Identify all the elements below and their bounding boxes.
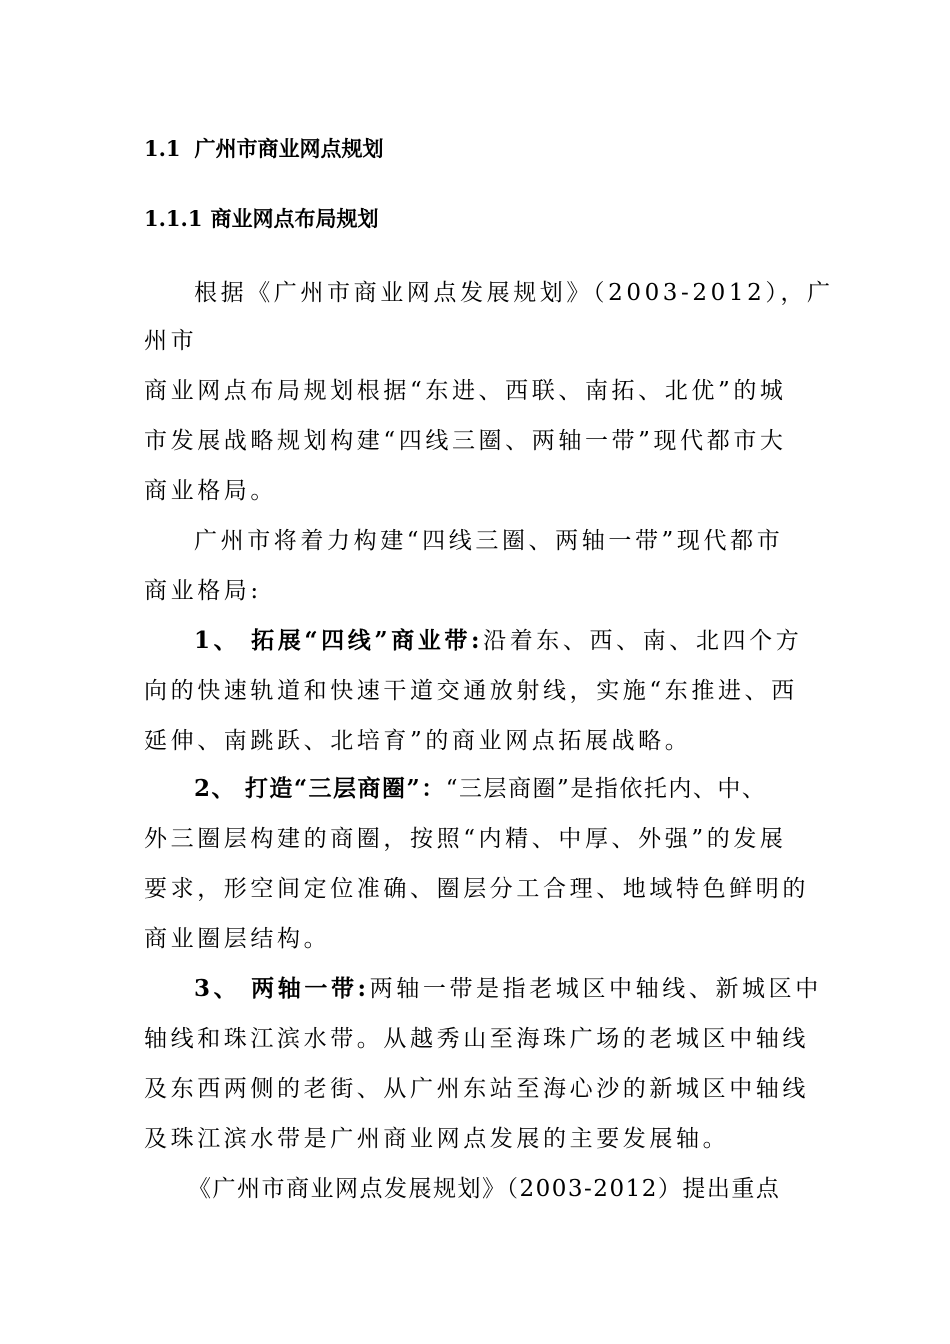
item-3-text: 两轴一带是指老城区中轴线、新城区中: [369, 976, 822, 1002]
item-1-title: 拓展“四线”商业带:: [251, 627, 484, 654]
item-3-title: 两轴一带:: [251, 975, 370, 1002]
paragraph-1-line-3: 商业网点布局规划根据“东进、西联、南拓、北优”的城: [144, 378, 787, 404]
heading-1-number: 1.1: [144, 136, 181, 161]
item-3-line-1: [194, 972, 822, 1006]
paragraph-1-line-4: 市发展战略规划构建“四线三圈、两轴一带”现代都市大: [144, 428, 787, 454]
item-2-line-1: [194, 772, 766, 806]
paragraph-1-line-5: 商业格局。: [144, 478, 277, 504]
heading-1: [144, 134, 384, 164]
item-1-line-2: 向的快速轨道和快速干道交通放射线，实施“东推进、西: [144, 678, 798, 704]
item-3-marker: 3、: [194, 975, 241, 1002]
item-2-marker: 2、: [194, 775, 237, 802]
item-1-line-3: 延伸、南跳跃、北培育”的商业网点拓展战略。: [144, 728, 692, 754]
heading-2: [144, 204, 378, 234]
item-2-line-3: 要求，形空间定位准确、圈层分工合理、地域特色鲜明的: [144, 876, 809, 902]
paragraph-1-line-1: 根据《广州市商业网点发展规划》（2003-2012），广: [194, 280, 834, 306]
item-2-title: 打造“三层商圈”：: [244, 775, 446, 802]
item-1-marker: 1、: [194, 627, 241, 654]
heading-1-title: 广州市商业网点规划: [194, 136, 384, 161]
item-3-line-3: 及东西两侧的老街、从广州东站至海心沙的新城区中轴线: [144, 1076, 809, 1102]
item-2-text: “三层商圈”是指依托内、中、: [445, 776, 767, 802]
item-2-line-4: 商业圈层结构。: [144, 926, 331, 952]
paragraph-2-line-2: 商业格局:: [144, 578, 262, 604]
item-2-line-2: 外三圈层构建的商圈，按照“内精、中厚、外强”的发展: [144, 826, 787, 852]
item-3-line-4: 及珠江滨水带是广州商业网点发展的主要发展轴。: [144, 1126, 730, 1152]
paragraph-2-line-1: 广州市将着力构建“四线三圈、两轴一带”现代都市: [194, 528, 784, 554]
heading-2-number: 1.1.1: [144, 206, 203, 231]
paragraph-3-line-1: 《广州市商业网点发展规划》（2003-2012）提出重点: [188, 1176, 781, 1202]
heading-2-title: 商业网点布局规划: [210, 206, 379, 231]
item-3-line-2: 轴线和珠江滨水带。从越秀山至海珠广场的老城区中轴线: [144, 1026, 809, 1052]
paragraph-1-line-2: 州市: [144, 328, 198, 354]
item-1-text: 沿着东、西、南、北四个方: [483, 628, 803, 654]
item-1-line-1: [194, 624, 802, 658]
